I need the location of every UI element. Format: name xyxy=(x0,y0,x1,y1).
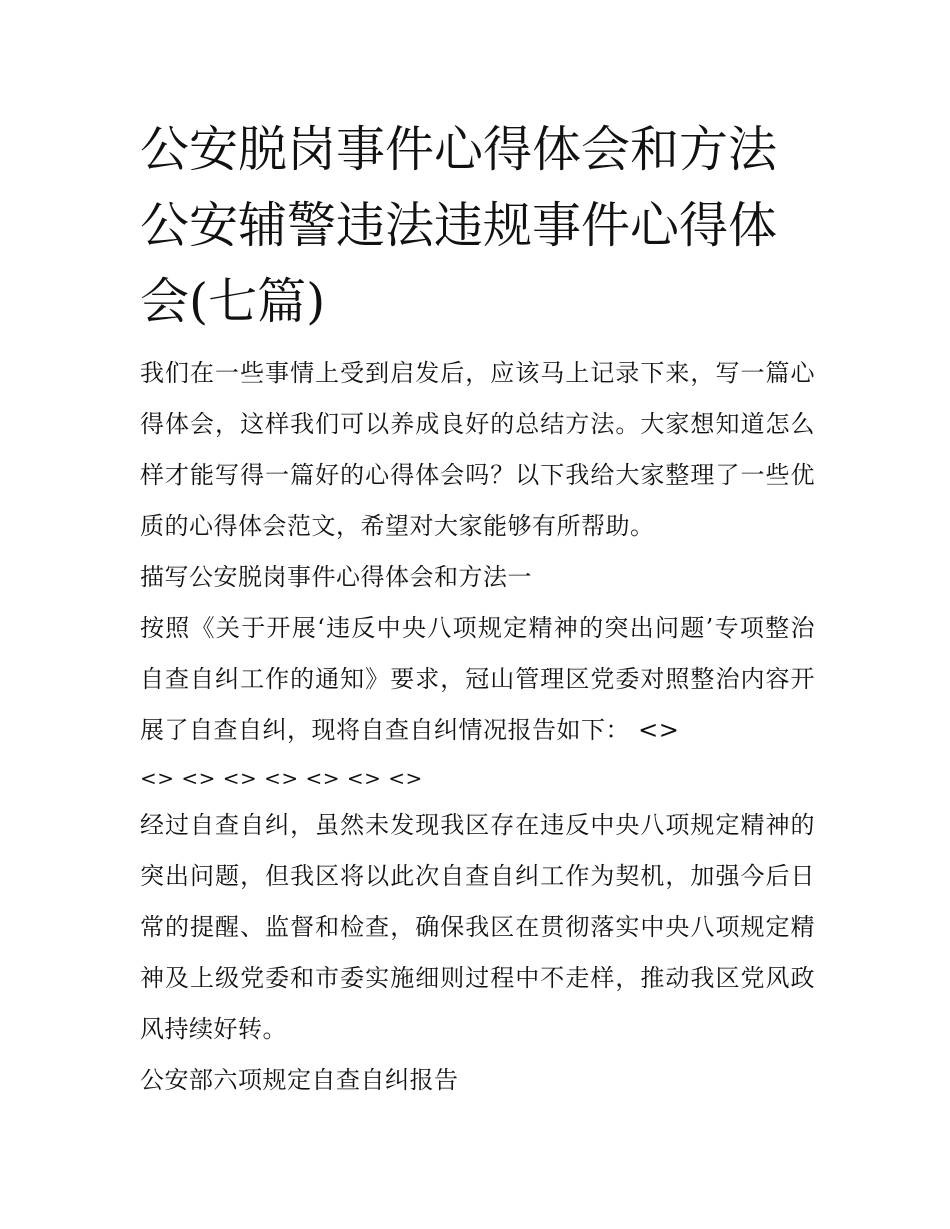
section-heading-1: 描写公安脱岗事件心得体会和方法一 xyxy=(140,563,532,591)
placeholder-line: <> <> <> <> <> <> <> xyxy=(140,766,423,790)
body-paragraph-2: 经过自查自纠，虽然未发现我区存在违反中央八项规定精神的突出问题，但我区将以此次自查自纠工作为契机，加强今后日常的提醒、监督和检查，确保我区在贯彻落实中央八项规定精神及上级党委和市委实施细则过程中不走样，推动我区党风政风持续好转。 xyxy=(140,811,815,1043)
section-heading-2: 公安部六项规定自查自纠报告 xyxy=(140,1066,459,1094)
document-content xyxy=(140,112,815,1106)
body-paragraph-1: 按照《关于开展‘违反中央八项规定精神的突出问题’专项整治自查自纠工作的通知》要求，冠山管理区党委对照整治内容开展了自查自纠，现将自查自纠情况报告如下： <> xyxy=(140,614,815,744)
document-title: 公安脱岗事件心得体会和方法公安辅警违法违规事件心得体会(七篇) xyxy=(140,121,778,330)
intro-paragraph: 我们在一些事情上受到启发后，应该马上记录下来，写一篇心得体会，这样我们可以养成良好的总结方法。大家想知道怎么样才能写得一篇好的心得体会吗？以下我给大家整理了一些优质的心得体会范文，希望对大家能够有所帮助。 xyxy=(140,359,815,540)
